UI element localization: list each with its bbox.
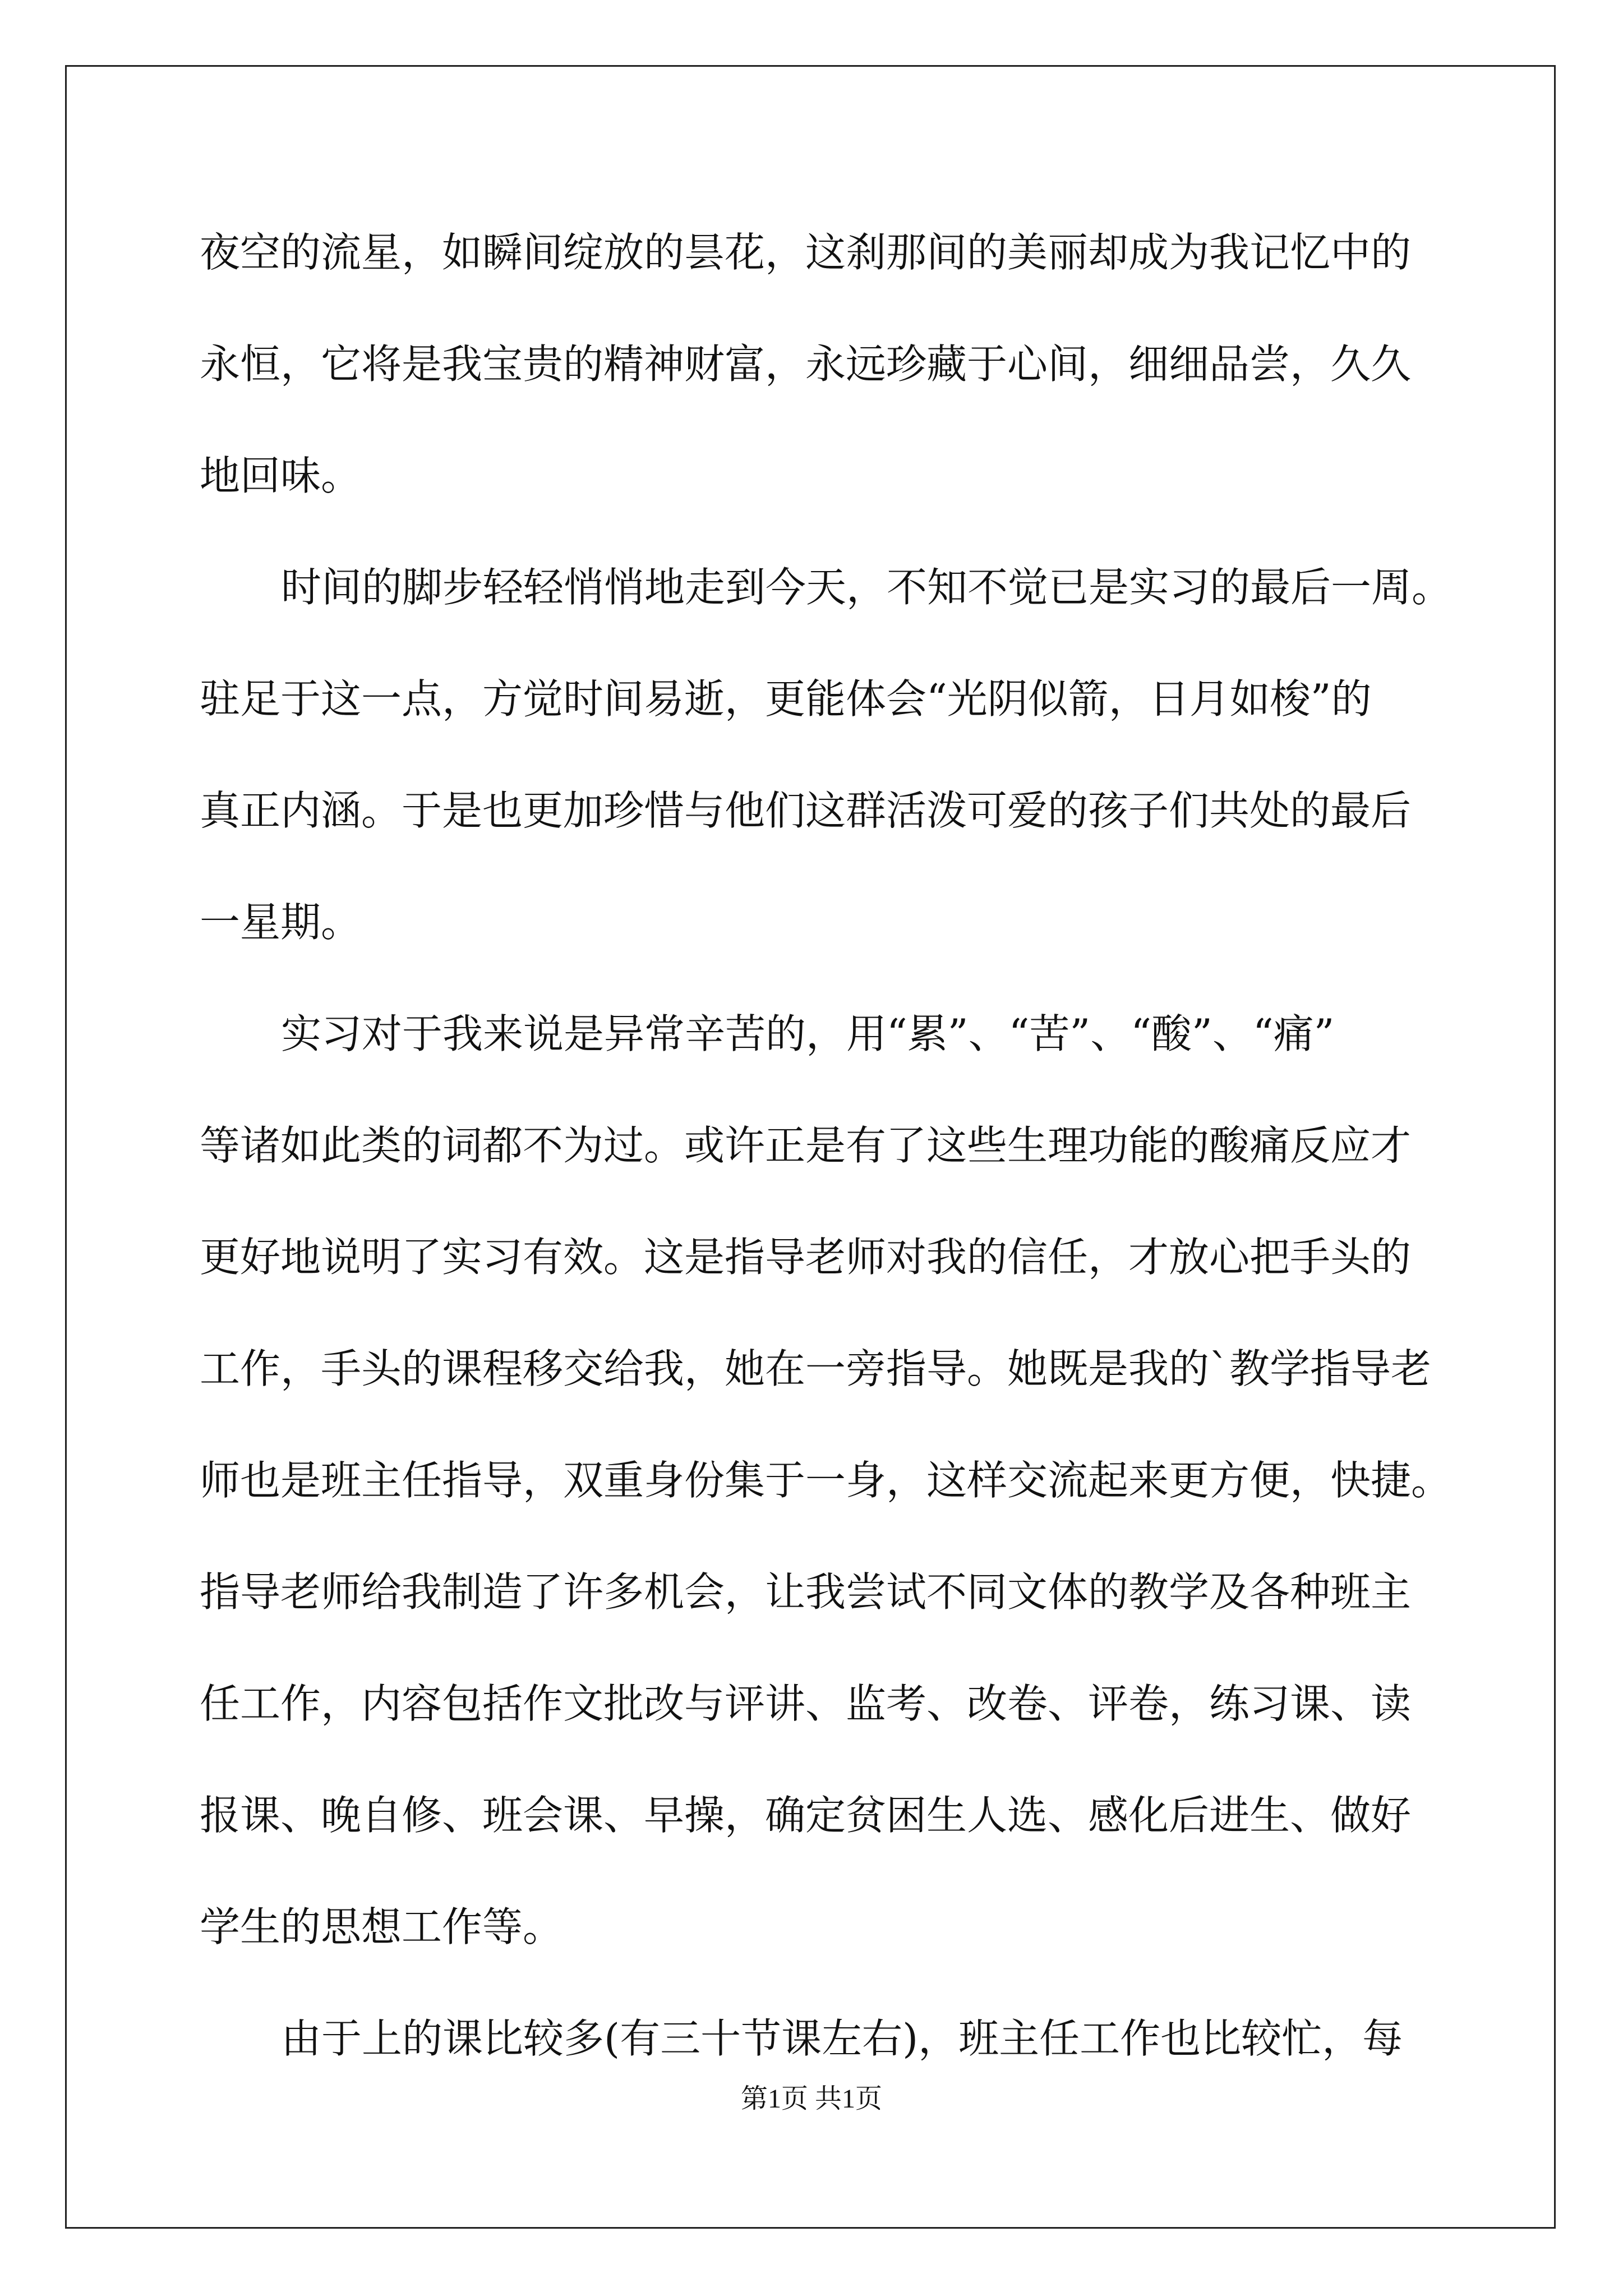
text-line: 驻足于这一点，方觉时间易逝，更能体会“光阴似箭，日月如梭”的: [200, 675, 1372, 723]
text-line: 夜空的流星，如瞬间绽放的昙花，这刹那间的美丽却成为我记忆中的: [200, 229, 1412, 276]
page-number-footer: 第1页 共1页: [740, 2084, 882, 2114]
text-line: 报课、晚自修、班会课、早操，确定贫困生人选、感化后进生、做好: [200, 1792, 1412, 1839]
text-line: 学生的思想工作等。: [200, 1903, 564, 1950]
text-line: 永恒，它将是我宝贵的精神财富，永远珍藏于心间，细细品尝，久久: [200, 341, 1412, 388]
text-line: 师也是班主任指导，双重身份集于一身，这样交流起来更方便，快捷。: [200, 1457, 1452, 1504]
paragraph-first-line: 实习对于我来说是异常辛苦的，用“累”、“苦”、“酸”、“痛”: [281, 1010, 1335, 1057]
text-line: 任工作，内容包括作文批改与评讲、监考、改卷、评卷，练习课、读: [200, 1680, 1412, 1727]
text-line: 指导老师给我制造了许多机会，让我尝试不同文体的教学及各种班主: [200, 1568, 1412, 1616]
text-line: 地回味。: [200, 452, 362, 499]
text-line: 更好地说明了实习有效。这是指导老师对我的信任，才放心把手头的: [200, 1234, 1412, 1281]
text-line: 一星期。: [200, 899, 362, 946]
text-line: 工作，手头的课程移交给我，她在一旁指导。她既是我的`教学指导老: [200, 1345, 1432, 1392]
text-line: 真正内涵。于是也更加珍惜与他们这群活泼可爱的孩子们共处的最后: [200, 787, 1412, 834]
text-line: 等诸如此类的词都不为过。或许正是有了这些生理功能的酸痛反应才: [200, 1122, 1412, 1169]
paragraph-first-line: 时间的脚步轻轻悄悄地走到今天，不知不觉已是实习的最后一周。: [281, 564, 1453, 611]
paragraph-first-line: 由于上的课比较多(有三十节课左右)，班主任工作也比较忙，每: [281, 2015, 1403, 2062]
